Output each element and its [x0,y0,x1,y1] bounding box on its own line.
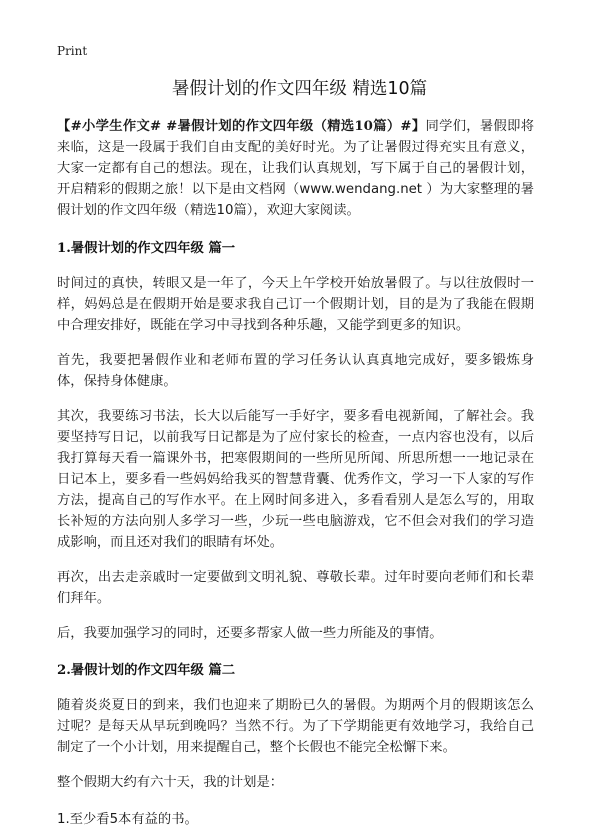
intro-tag: 【#小学生作文# #暑假计划的作文四年级（精选10篇）#】 [57,119,426,134]
section-1-paragraph-3: 其次，我要练习书法，长大以后能写一手好字，要多看电视新闻，了解社会。我要坚持写日记，以前我写日记都是为了应付家长的检查，一点内容也没有，以后我打算每天看一篇课外书，把寒假期间的一些所见所闻、所思所想一一地记录在日记本上，要多看一些妈妈给我买的智慧背囊、优秀作文，学习一下人家的写作方法，提高自己的写作水平。在上网时间多进入，多看看别人是怎么写的，用取长补短的方法向别人多学习一些，少玩一些电脑游戏，它不但会对我们的学习造成影响，而且还对我们的眼睛有坏处。 [57,409,534,550]
print-link[interactable]: Print [57,44,88,58]
page-title: 暑假计划的作文四年级 精选10篇 [171,79,428,99]
intro-paragraph [57,116,534,221]
intro-text: 同学们，暑假即将来临，这是一段属于我们自由支配的美好时光。为了让暑假过得充实且有意义，大家一定都有自己的想法。现在，让我们认真规划，写下属于自己的暑假计划，开启精彩的假期之旅！以下是由文档网（www.wendang.net ）为大家整理的暑假计划的作文四年级（精选10篇），欢迎大家阅读。 [57,119,534,218]
section-1-paragraph-4: 再次，出去走亲戚时一定要做到文明礼貌、尊敬长辈。过年时要向老师们和长辈们拜年。 [57,570,534,606]
section-1-paragraph-2: 首先，我要把暑假作业和老师布置的学习任务认认真真地完成好，要多锻炼身体，保持身体健康。 [57,353,534,389]
section-2-paragraph-1: 随着炎炎夏日的到来，我们也迎来了期盼已久的暑假。为期两个月的假期该怎么过呢？是每天从早玩到晚吗？当然不行。为了下学期能更有效地学习，我给自己制定了一个小计划，用来提醒自己，整个长假也不能完全松懈下来。 [57,698,534,755]
section-heading-1: 1.暑假计划的作文四年级 篇一 [57,241,236,256]
section-1-paragraph-5: 后，我要加强学习的同时，还要多帮家人做一些力所能及的事情。 [57,626,443,641]
section-2-paragraph-2: 整个假期大约有六十天，我的计划是： [57,775,284,790]
section-1-paragraph-1: 时间过的真快，转眼又是一年了，今天上午学校开始放暑假了。与以往放假时一样，妈妈总是在假期开始是要求我自己订一个假期计划，目的是为了我能在假期中合理安排好，既能在学习中寻找到各种乐趣，又能学到更多的知识。 [57,276,534,333]
section-heading-2: 2.暑假计划的作文四年级 篇二 [57,663,236,678]
section-2-paragraph-3: 1.至少看5本有益的书。 [57,812,198,827]
